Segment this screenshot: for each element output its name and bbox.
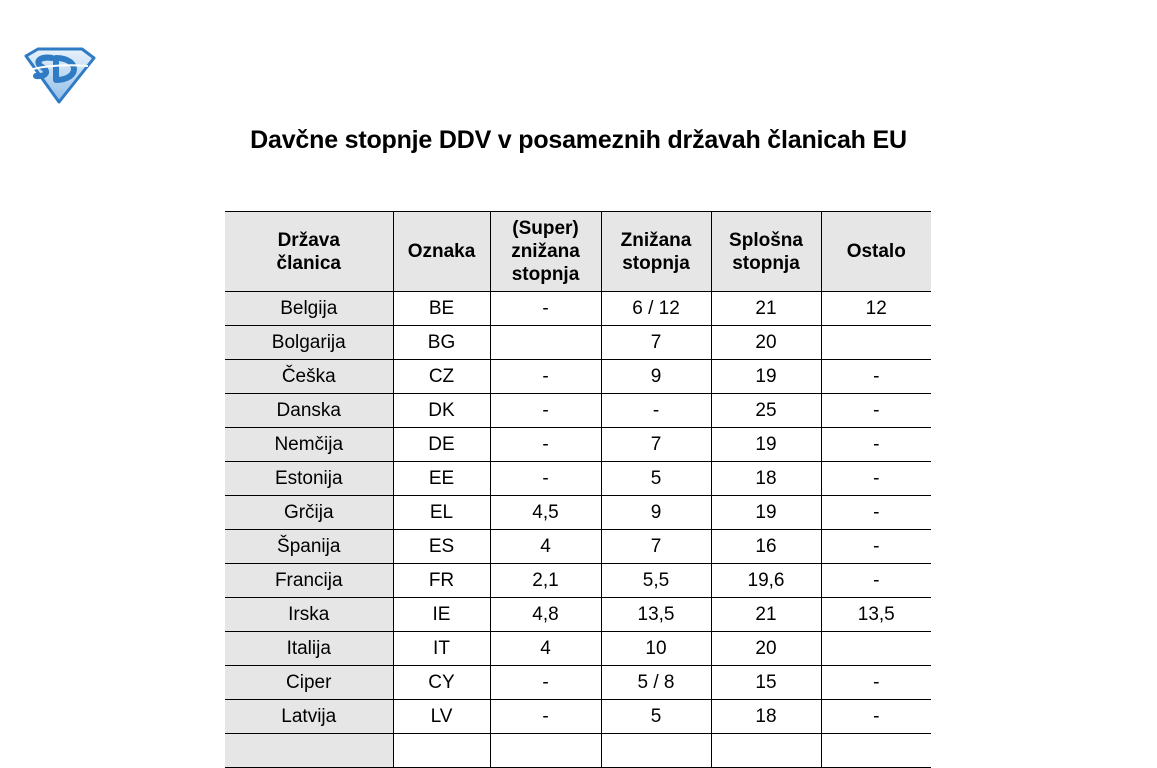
standard-cell: 21	[711, 292, 821, 326]
standard-cell: 19	[711, 496, 821, 530]
standard-cell: 15	[711, 666, 821, 700]
code-cell: FR	[393, 564, 490, 598]
header-country: Država članica	[225, 212, 393, 292]
code-cell	[393, 734, 490, 768]
table-row	[225, 530, 931, 564]
code-cell: IT	[393, 632, 490, 666]
reduced-cell: 10	[601, 632, 711, 666]
other-cell: -	[821, 530, 931, 564]
country-cell: Španija	[225, 530, 393, 564]
page-title: Davčne stopnje DDV v posameznih državah članicah EU	[250, 126, 907, 154]
super-reduced-cell: 4	[490, 632, 601, 666]
country-cell: Latvija	[225, 700, 393, 734]
other-cell	[821, 734, 931, 768]
other-cell: 12	[821, 292, 931, 326]
reduced-cell: 13,5	[601, 598, 711, 632]
country-cell: Italija	[225, 632, 393, 666]
other-cell: -	[821, 496, 931, 530]
code-cell: EE	[393, 462, 490, 496]
reduced-cell	[601, 734, 711, 768]
table-row	[225, 360, 931, 394]
code-cell: DE	[393, 428, 490, 462]
country-cell: Nemčija	[225, 428, 393, 462]
reduced-cell: 5 / 8	[601, 666, 711, 700]
super-reduced-cell	[490, 734, 601, 768]
reduced-cell: 5	[601, 700, 711, 734]
header-standard: Splošna stopnja	[711, 212, 821, 292]
standard-cell: 19,6	[711, 564, 821, 598]
standard-cell: 25	[711, 394, 821, 428]
table-row	[225, 394, 931, 428]
header-code: Oznaka	[393, 212, 490, 292]
table-row	[225, 632, 931, 666]
country-cell: Estonija	[225, 462, 393, 496]
reduced-cell: 6 / 12	[601, 292, 711, 326]
table-row	[225, 462, 931, 496]
code-cell: CZ	[393, 360, 490, 394]
other-cell: -	[821, 564, 931, 598]
super-reduced-cell: 2,1	[490, 564, 601, 598]
super-reduced-cell: -	[490, 360, 601, 394]
table-row	[225, 564, 931, 598]
country-cell: Francija	[225, 564, 393, 598]
standard-cell: 20	[711, 632, 821, 666]
standard-cell: 16	[711, 530, 821, 564]
super-reduced-cell: -	[490, 292, 601, 326]
reduced-cell: 7	[601, 530, 711, 564]
reduced-cell: 5	[601, 462, 711, 496]
standard-cell: 19	[711, 428, 821, 462]
sd-shield-logo-icon	[22, 46, 96, 104]
table-row	[225, 598, 931, 632]
table-row	[225, 666, 931, 700]
reduced-cell: 7	[601, 326, 711, 360]
code-cell: LV	[393, 700, 490, 734]
table-row	[225, 292, 931, 326]
code-cell: ES	[393, 530, 490, 564]
code-cell: EL	[393, 496, 490, 530]
super-reduced-cell: -	[490, 428, 601, 462]
country-cell: Belgija	[225, 292, 393, 326]
super-reduced-cell: -	[490, 666, 601, 700]
country-cell: Grčija	[225, 496, 393, 530]
table-row	[225, 496, 931, 530]
code-cell: BE	[393, 292, 490, 326]
reduced-cell: 5,5	[601, 564, 711, 598]
reduced-cell: -	[601, 394, 711, 428]
standard-cell: 20	[711, 326, 821, 360]
table-body	[225, 292, 931, 768]
country-cell: Irska	[225, 598, 393, 632]
standard-cell	[711, 734, 821, 768]
super-reduced-cell: -	[490, 700, 601, 734]
reduced-cell: 9	[601, 360, 711, 394]
super-reduced-cell: -	[490, 394, 601, 428]
super-reduced-cell: 4,8	[490, 598, 601, 632]
table-row	[225, 734, 931, 768]
table-header-row	[225, 212, 931, 292]
country-cell: Češka	[225, 360, 393, 394]
table-row	[225, 428, 931, 462]
super-reduced-cell: 4	[490, 530, 601, 564]
other-cell: -	[821, 360, 931, 394]
header-reduced: Znižana stopnja	[601, 212, 711, 292]
code-cell: IE	[393, 598, 490, 632]
country-cell: Ciper	[225, 666, 393, 700]
super-reduced-cell	[490, 326, 601, 360]
code-cell: DK	[393, 394, 490, 428]
header-super-reduced: (Super) znižana stopnja	[490, 212, 601, 292]
header-other: Ostalo	[821, 212, 931, 292]
table-row	[225, 326, 931, 360]
other-cell	[821, 632, 931, 666]
standard-cell: 19	[711, 360, 821, 394]
standard-cell: 18	[711, 700, 821, 734]
country-cell: Bolgarija	[225, 326, 393, 360]
super-reduced-cell: 4,5	[490, 496, 601, 530]
other-cell: -	[821, 666, 931, 700]
super-reduced-cell: -	[490, 462, 601, 496]
other-cell: -	[821, 394, 931, 428]
other-cell: -	[821, 462, 931, 496]
other-cell: -	[821, 700, 931, 734]
reduced-cell: 9	[601, 496, 711, 530]
table-row	[225, 700, 931, 734]
vat-rates-table	[225, 211, 931, 768]
code-cell: CY	[393, 666, 490, 700]
other-cell	[821, 326, 931, 360]
reduced-cell: 7	[601, 428, 711, 462]
standard-cell: 21	[711, 598, 821, 632]
country-cell: Danska	[225, 394, 393, 428]
other-cell: -	[821, 428, 931, 462]
standard-cell: 18	[711, 462, 821, 496]
country-cell	[225, 734, 393, 768]
other-cell: 13,5	[821, 598, 931, 632]
code-cell: BG	[393, 326, 490, 360]
